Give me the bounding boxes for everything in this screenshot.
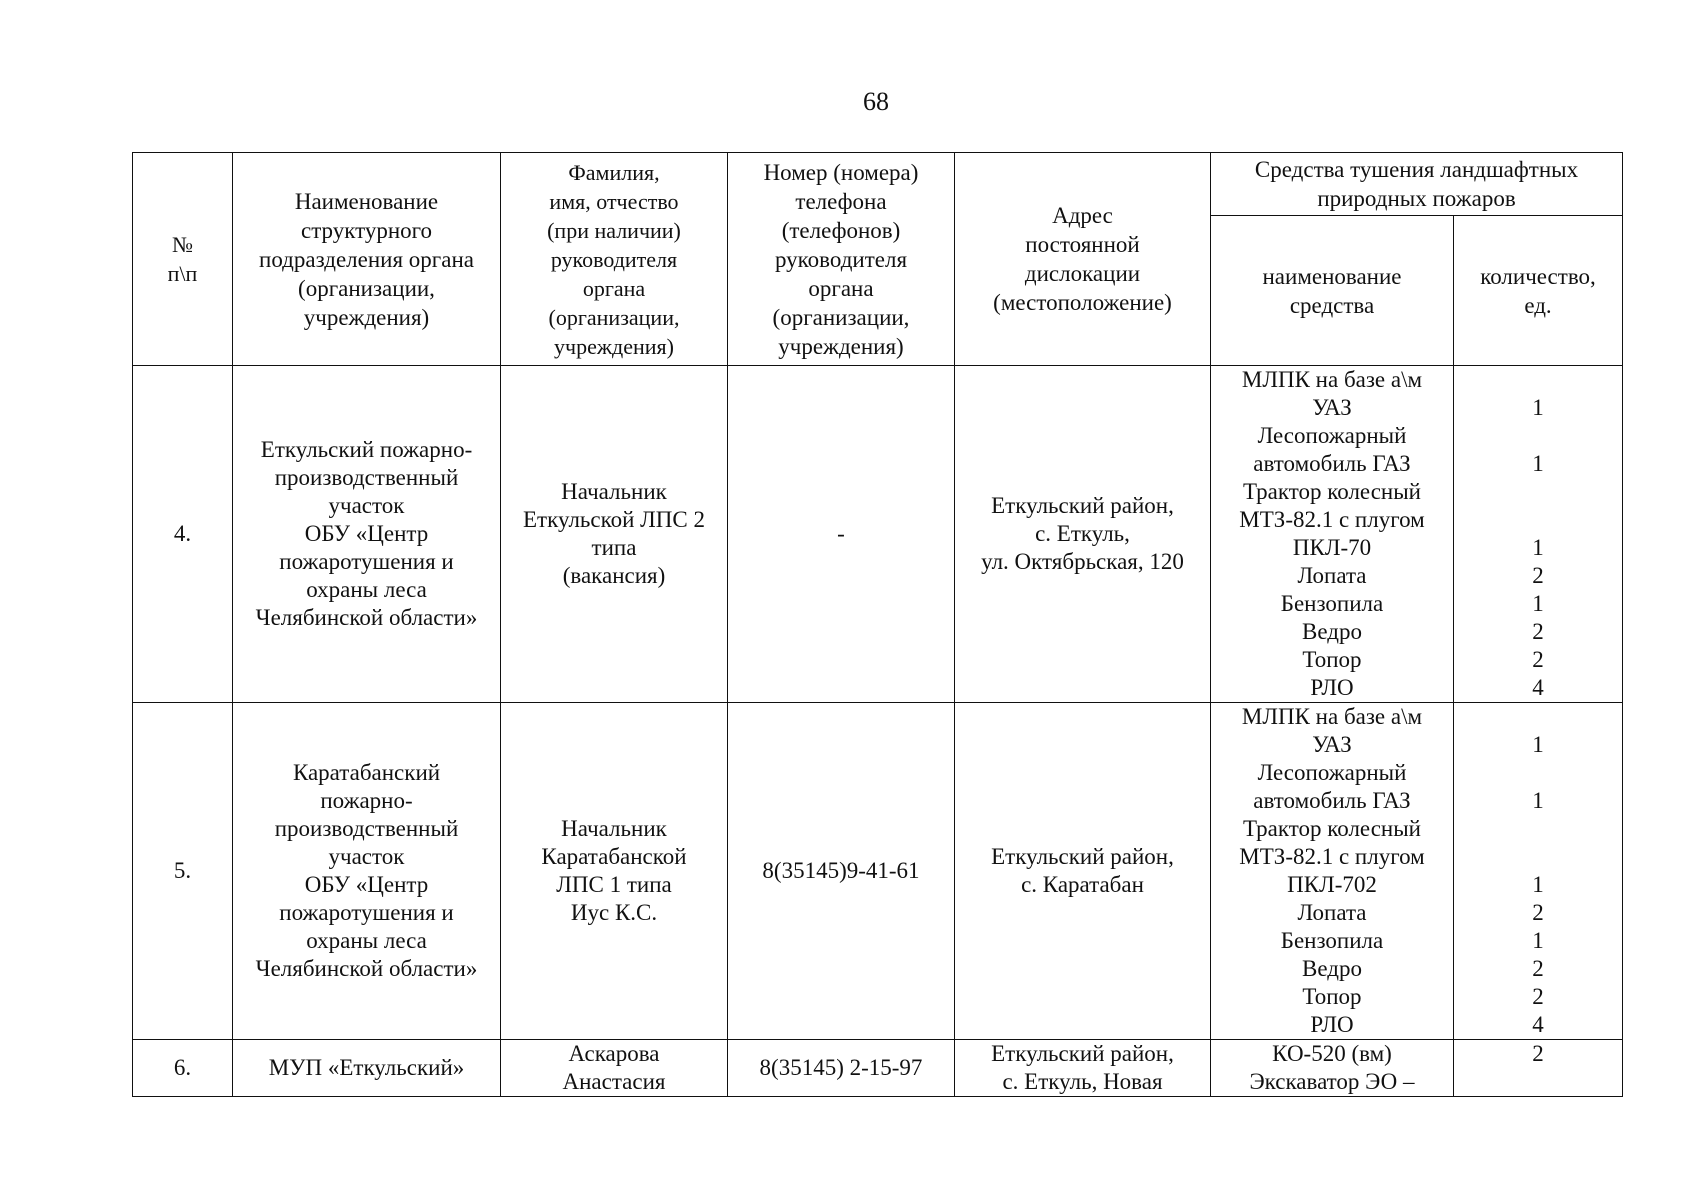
text-line: пожарно- [320, 788, 413, 813]
text-line: охраны леса [306, 928, 427, 953]
means-name-item: Трактор колесный [1243, 479, 1421, 504]
means-name-item: Ведро [1302, 619, 1362, 644]
text-line: (вакансия) [562, 563, 666, 588]
text-line: количество, [1480, 263, 1596, 289]
means-qty-item [1458, 506, 1618, 534]
text-line: охраны леса [306, 577, 427, 602]
means-qty-item [1458, 815, 1618, 843]
text-line: имя, отчество [549, 188, 679, 214]
means-qty-item [1458, 703, 1618, 731]
text-line: Челябинской области» [255, 956, 478, 981]
row-means-qty [1454, 366, 1623, 703]
means-qty-item: 1 [1532, 451, 1544, 476]
header-address [955, 153, 1211, 366]
row-means-qty [1454, 1040, 1623, 1097]
row-num: 4. [133, 366, 233, 703]
text-line: (телефонов) [781, 217, 901, 243]
means-qty-item: 2 [1532, 619, 1544, 644]
means-name-item: автомобиль ГАЗ [1253, 451, 1411, 476]
text-line: производственный [274, 816, 459, 841]
text-line: подразделения органа [259, 246, 474, 272]
text-line: (организации, [298, 275, 435, 301]
header-means-name [1211, 216, 1454, 366]
row-name [233, 1040, 501, 1097]
means-name-item: Трактор колесный [1243, 816, 1421, 841]
text-line: Начальник [561, 479, 667, 504]
row-num: 6. [133, 1040, 233, 1097]
means-name-item: Экскаватор ЭО – [1249, 1069, 1415, 1094]
table-row [133, 1040, 1623, 1097]
text-line: (местоположение) [993, 290, 1172, 315]
table-row [133, 703, 1623, 1040]
means-qty-item [1458, 422, 1618, 450]
means-qty-item: 1 [1532, 872, 1544, 897]
header-row-1 [133, 153, 1623, 216]
text-line: Каратабанской [541, 844, 687, 869]
means-qty-item [1458, 1068, 1618, 1096]
text-line: Средства тушения ландшафтных [1254, 157, 1579, 182]
text-line: Еткульский пожарно- [260, 437, 473, 462]
row-head [501, 366, 728, 703]
text-line: Еткульский район, [991, 493, 1174, 518]
means-name-item: МЛПК на базе а\м [1241, 367, 1423, 392]
row-name [233, 366, 501, 703]
text-line: Еткульской ЛПС 2 [523, 507, 705, 532]
means-qty-item [1458, 759, 1618, 787]
means-qty-item: 1 [1532, 928, 1544, 953]
text-line: телефона [795, 188, 887, 214]
text-line: дислокации [1024, 261, 1141, 286]
text-line: Фамилия, [568, 159, 660, 185]
header-means-group [1211, 153, 1623, 216]
means-name-item: Лопата [1297, 563, 1367, 588]
text-line: Аскарова [568, 1041, 660, 1066]
header-num [133, 153, 233, 366]
text-line: ОБУ «Центр [304, 521, 429, 546]
means-qty-item: 1 [1532, 591, 1544, 616]
row-phone [728, 1040, 955, 1097]
text-line: № [172, 232, 193, 257]
means-qty-item: 2 [1532, 900, 1544, 925]
text-line: типа [591, 535, 637, 560]
row-phone [728, 366, 955, 703]
table-row [133, 366, 1623, 703]
means-name-item: Лопата [1297, 900, 1367, 925]
means-qty-item: 2 [1532, 984, 1544, 1009]
text-line: Адрес [1052, 203, 1113, 228]
text-line: Анастасия [562, 1069, 666, 1094]
row-means-names [1211, 703, 1454, 1040]
means-qty-item [1458, 478, 1618, 506]
text-line: ОБУ «Центр [304, 872, 429, 897]
text-line: 8(35145)9-41-61 [762, 858, 920, 883]
text-line: МУП «Еткульский» [268, 1055, 465, 1080]
text-line: учреждения) [778, 333, 904, 359]
means-name-item: КО-520 (вм) [1272, 1041, 1392, 1066]
means-name-item: Бензопила [1280, 591, 1384, 616]
means-qty-item: 2 [1532, 1041, 1544, 1066]
text-line: органа [808, 275, 874, 301]
means-qty-item: 4 [1532, 1012, 1544, 1037]
text-line: с. Каратабан [1021, 872, 1144, 897]
text-line: участок [328, 493, 405, 518]
means-name-item: Бензопила [1280, 928, 1384, 953]
text-line: - [837, 521, 845, 546]
text-line: Начальник [561, 816, 667, 841]
text-line: ЛПС 1 типа [556, 872, 672, 897]
text-line: Каратабанский [292, 760, 441, 785]
row-address [955, 703, 1211, 1040]
header-means-qty [1454, 216, 1623, 366]
text-line: учреждения) [554, 333, 674, 359]
means-qty-item: 1 [1532, 788, 1544, 813]
row-address [955, 1040, 1211, 1097]
text-line: руководителя [550, 246, 678, 272]
means-name-item: УАЗ [1312, 395, 1352, 420]
resources-table [132, 152, 1623, 1097]
text-line: постоянной [1025, 232, 1140, 257]
text-line: средства [1289, 292, 1375, 318]
row-num: 5. [133, 703, 233, 1040]
text-line: учреждения) [303, 304, 430, 330]
header-phone [728, 153, 955, 366]
means-qty-item [1458, 843, 1618, 871]
means-name-item: Топор [1302, 647, 1362, 672]
means-qty-item: 1 [1532, 732, 1544, 757]
means-name-item: Лесопожарный [1257, 423, 1407, 448]
text-line: ед. [1524, 292, 1552, 318]
text-line: производственный [274, 465, 459, 490]
text-line: пожаротушения и [279, 900, 454, 925]
means-name-item: Топор [1302, 984, 1362, 1009]
text-line: Челябинской области» [255, 605, 478, 630]
text-line: Наименование [294, 188, 439, 214]
row-means-names [1211, 366, 1454, 703]
header-name [233, 153, 501, 366]
text-line: структурного [300, 217, 433, 243]
text-line: с. Еткуль, [1035, 521, 1130, 546]
page-number: 68 [863, 87, 889, 116]
text-line: с. Еткуль, Новая [1002, 1069, 1163, 1094]
text-line: пожаротушения и [279, 549, 454, 574]
means-qty-item [1458, 366, 1618, 394]
means-qty-item: 2 [1532, 563, 1544, 588]
text-line: ул. Октябрьская, 120 [981, 549, 1184, 574]
means-name-item: ПКЛ-702 [1287, 872, 1377, 897]
means-name-item: МТЗ-82.1 с плугом [1239, 844, 1425, 869]
row-means-names [1211, 1040, 1454, 1097]
row-means-qty [1454, 703, 1623, 1040]
text-line: природных пожаров [1317, 186, 1516, 211]
text-line: Еткульский район, [991, 844, 1174, 869]
means-name-item: МТЗ-82.1 с плугом [1239, 507, 1425, 532]
text-line: (организации, [548, 304, 680, 330]
means-name-item: автомобиль ГАЗ [1253, 788, 1411, 813]
text-line: п\п [167, 261, 198, 286]
text-line: Еткульский район, [991, 1041, 1174, 1066]
means-name-item: ПКЛ-70 [1292, 535, 1372, 560]
text-line: органа [582, 275, 646, 301]
means-name-item: РЛО [1310, 675, 1354, 700]
means-name-item: МЛПК на базе а\м [1241, 704, 1423, 729]
means-name-item: Ведро [1302, 956, 1362, 981]
text-line: (организации, [772, 304, 910, 330]
means-qty-item: 2 [1532, 647, 1544, 672]
row-phone [728, 703, 955, 1040]
header-head [501, 153, 728, 366]
row-name [233, 703, 501, 1040]
means-qty-item: 4 [1532, 675, 1544, 700]
text-line: участок [328, 844, 405, 869]
means-qty-item: 1 [1532, 395, 1544, 420]
text-line: наименование [1262, 263, 1402, 289]
text-line: Номер (номера) [763, 159, 919, 185]
text-line: руководителя [774, 246, 908, 272]
text-line: (при наличии) [547, 217, 681, 243]
text-line: Иус К.С. [570, 900, 658, 925]
row-address [955, 366, 1211, 703]
means-qty-item: 1 [1532, 535, 1544, 560]
row-head [501, 703, 728, 1040]
text-line: 8(35145) 2-15-97 [759, 1055, 923, 1080]
means-name-item: РЛО [1310, 1012, 1354, 1037]
means-name-item: УАЗ [1312, 732, 1352, 757]
row-head [501, 1040, 728, 1097]
means-name-item: Лесопожарный [1257, 760, 1407, 785]
means-qty-item: 2 [1532, 956, 1544, 981]
